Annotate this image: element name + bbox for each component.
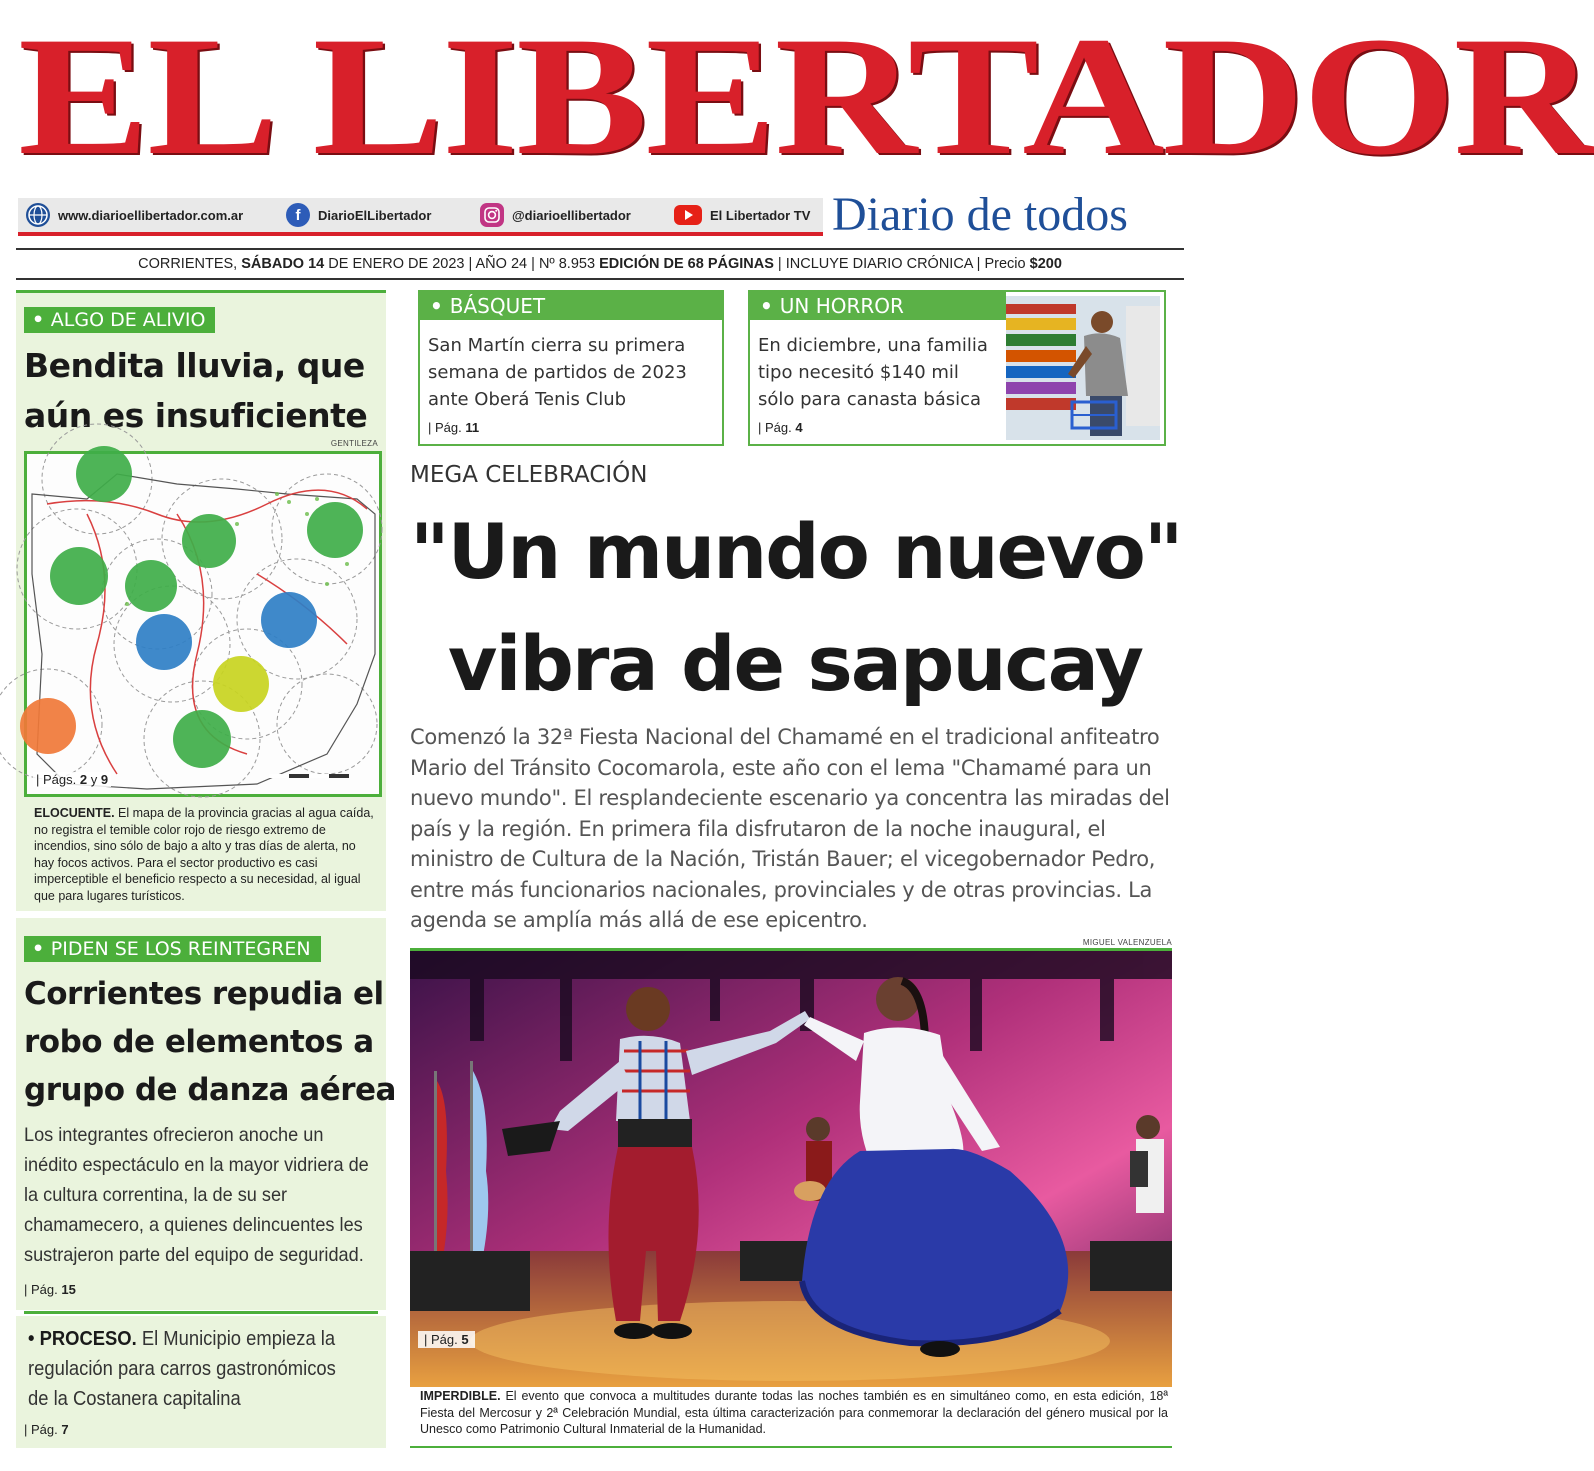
divider: [410, 1446, 1172, 1448]
horror-page-label: | Pág.: [758, 420, 792, 435]
horror-story: [748, 290, 1166, 446]
basquet-page-ref[interactable]: [428, 420, 479, 435]
dateline-price: $200: [1029, 256, 1062, 272]
dateline-day: 14: [308, 256, 325, 272]
alivio-headline-line-2: aún es insuficiente: [24, 396, 368, 435]
facebook-icon: f: [286, 203, 310, 227]
proceso-line-1: El Municipio empieza la: [141, 1328, 336, 1350]
reintegren-headline: [24, 970, 396, 1114]
proceso-lead: PROCESO.: [39, 1328, 137, 1350]
horror-line-2: tipo necesitó $140 mil: [758, 362, 959, 383]
basquet-story: [418, 290, 724, 446]
alivio-page-a: 2: [79, 772, 88, 787]
instagram-handle: @diarioellibertador: [512, 207, 631, 223]
reintegren-page: 15: [61, 1282, 76, 1297]
facebook-link[interactable]: [286, 202, 431, 228]
main-caption-text: El evento que convoca a multitudes durante todas las noches también es en simultáneo como, en esta edición, 18ª Fiesta del Mercosur y 2ª Celebración Mundial, esta última caracterización para conmemorar la declaración del género musical por la Unesco como Patrimonio Cultural Inmaterial de la Humanidad.: [420, 1389, 1168, 1436]
youtube-icon: [674, 205, 702, 225]
dateline-price-label: Precio: [984, 256, 1026, 272]
horror-line-3: sólo para canasta básica: [758, 389, 982, 410]
dateline-edition: EDICIÓN DE 68 PÁGINAS: [599, 256, 774, 272]
main-page: 5: [461, 1332, 469, 1347]
reintegren-body: Los integrantes ofrecieron anoche un inédito espectáculo en la mayor vidriera de la cultura correntina, la de su ser chamamecero, a quienes delincuentes les sustrajeron parte del equipo de seguridad.: [24, 1124, 369, 1266]
alivio-story: [16, 290, 386, 911]
instagram-icon: [480, 203, 504, 227]
basquet-line-3: ante Oberá Tenis Club: [428, 389, 627, 410]
reintegren-headline-line-1: Corrientes repudia el: [24, 976, 384, 1012]
reintegren-story: [16, 918, 396, 1310]
main-headline-line-1: "Un mundo nuevo": [410, 507, 1182, 596]
horror-text: [758, 332, 988, 413]
alivio-page-sep: y: [90, 772, 98, 787]
globe-icon: [26, 203, 50, 227]
alivio-photo-credit: GENTILEZA: [330, 439, 378, 448]
fire-risk-map: [24, 451, 382, 797]
horror-tag-bar: [750, 292, 1006, 320]
horror-page-ref[interactable]: [758, 420, 803, 435]
main-lead: Comenzó la 32ª Fiesta Nacional del Chamamé en el tradicional anfiteatro Mario del Tránsito Cocomarola, este año con el lema "Chamamé para un nuevo mundo". El resplandeciente escenario ya concentra las miradas del país y la región. En primera fila disfrutaron de la noche inaugural, el ministro de Cultura de la Nación, Tristán Bauer; el vicegobernador Pedro, entre más funcionarios nacionales, provinciales y de otras provincias. La agenda se amplía más allá de ese epicentro.: [410, 725, 1170, 932]
main-page-label: | Pág.: [424, 1332, 458, 1347]
alivio-caption-lead: ELOCUENTE.: [34, 806, 115, 820]
main-page-ref[interactable]: [418, 1331, 475, 1348]
basquet-page: 11: [465, 420, 480, 435]
alivio-headline: [24, 341, 367, 441]
reintegren-headline-line-3: grupo de danza aérea: [24, 1072, 396, 1108]
alivio-page-b: 9: [100, 772, 109, 787]
dateline-month-year: DE ENERO DE 2023: [328, 256, 465, 272]
reintegren-page-ref[interactable]: [24, 1282, 76, 1297]
website-url: www.diarioellibertador.com.ar: [58, 207, 244, 223]
supermarket-photo: [1006, 296, 1160, 440]
social-bar: [18, 198, 823, 236]
website-link[interactable]: [26, 202, 243, 228]
horror-tag: • UN HORROR: [750, 294, 904, 318]
divider: [24, 1311, 378, 1314]
basquet-tag-bar: [420, 292, 722, 320]
alivio-caption-text: El mapa de la provincia gracias al agua caída, no registra el temible color rojo de riesgo extremo de incendios, sino sólo de bajo a alto y tras días de alerta, no hay focos activos. Para el sector productivo es casi imperceptible el beneficio respecto a su necesidad, al igual que para lugares turísticos.: [34, 806, 374, 903]
reintegren-page-label: | Pág.: [24, 1282, 58, 1297]
main-headline: [410, 496, 1180, 720]
newspaper-title: EL LIBERTADOR: [18, 2, 1594, 190]
province-map-graphic: [27, 454, 379, 794]
main-caption: [420, 1388, 1168, 1438]
slogan: Diario de todos: [832, 188, 1128, 241]
main-photo: [410, 948, 1172, 1387]
horror-page: 4: [795, 420, 803, 435]
alivio-caption: [34, 805, 374, 905]
basquet-tag: • BÁSQUET: [420, 294, 545, 318]
reintegren-headline-line-2: robo de elementos a: [24, 1024, 374, 1060]
basquet-line-1: San Martín cierra su primera: [428, 335, 686, 356]
dateline: CORRIENTES, SÁBADO 14 DE ENERO DE 2023 | AÑO 24 | Nº 8.953 EDICIÓN DE 68 PÁGINAS | INCLUYE DIARIO CRÓNICA | Precio $200: [16, 248, 1184, 280]
proceso-page: 7: [61, 1422, 69, 1437]
alivio-headline-line-1: Bendita lluvia, que: [24, 346, 365, 385]
alivio-page-label: | Págs.: [36, 772, 77, 787]
proceso-story: [16, 1316, 386, 1448]
basquet-page-label: | Pág.: [428, 420, 462, 435]
instagram-link[interactable]: [480, 202, 631, 228]
alivio-tag: • ALGO DE ALIVIO: [24, 307, 215, 333]
proceso-page-ref[interactable]: [24, 1422, 69, 1437]
basquet-text: [428, 332, 687, 413]
facebook-handle: DiarioElLibertador: [318, 207, 432, 223]
proceso-text: • PROCESO. El Municipio empieza la regulación para carros gastronómicos de la Costanera capitalina: [28, 1324, 336, 1414]
main-caption-lead: IMPERDIBLE.: [420, 1389, 501, 1403]
youtube-handle: El Libertador TV: [710, 207, 811, 223]
youtube-link[interactable]: [674, 202, 810, 228]
dateline-weekday: SÁBADO: [241, 256, 305, 272]
reintegren-tag: • PIDEN SE LOS REINTEGREN: [24, 936, 321, 962]
dateline-year: AÑO 24: [475, 256, 528, 272]
basquet-line-2: semana de partidos de 2023: [428, 362, 687, 383]
dancers-photo-graphic: [410, 951, 1172, 1387]
main-kicker: MEGA CELEBRACIÓN: [410, 462, 648, 488]
proceso-page-label: | Pág.: [24, 1422, 58, 1437]
dateline-city: CORRIENTES,: [138, 256, 238, 272]
horror-line-1: En diciembre, una familia: [758, 335, 988, 356]
alivio-page-ref[interactable]: [33, 772, 111, 787]
masthead: [0, 0, 1594, 250]
main-headline-line-2: vibra de sapucay: [447, 619, 1143, 708]
dateline-includes: INCLUYE DIARIO CRÓNICA: [785, 256, 973, 272]
proceso-line-2: regulación para carros gastronómicos: [28, 1358, 336, 1380]
proceso-line-3: de la Costanera capitalina: [28, 1388, 241, 1410]
dateline-number: Nº 8.953: [538, 256, 596, 272]
main-photo-credit: MIGUEL VALENZUELA: [1082, 938, 1172, 947]
